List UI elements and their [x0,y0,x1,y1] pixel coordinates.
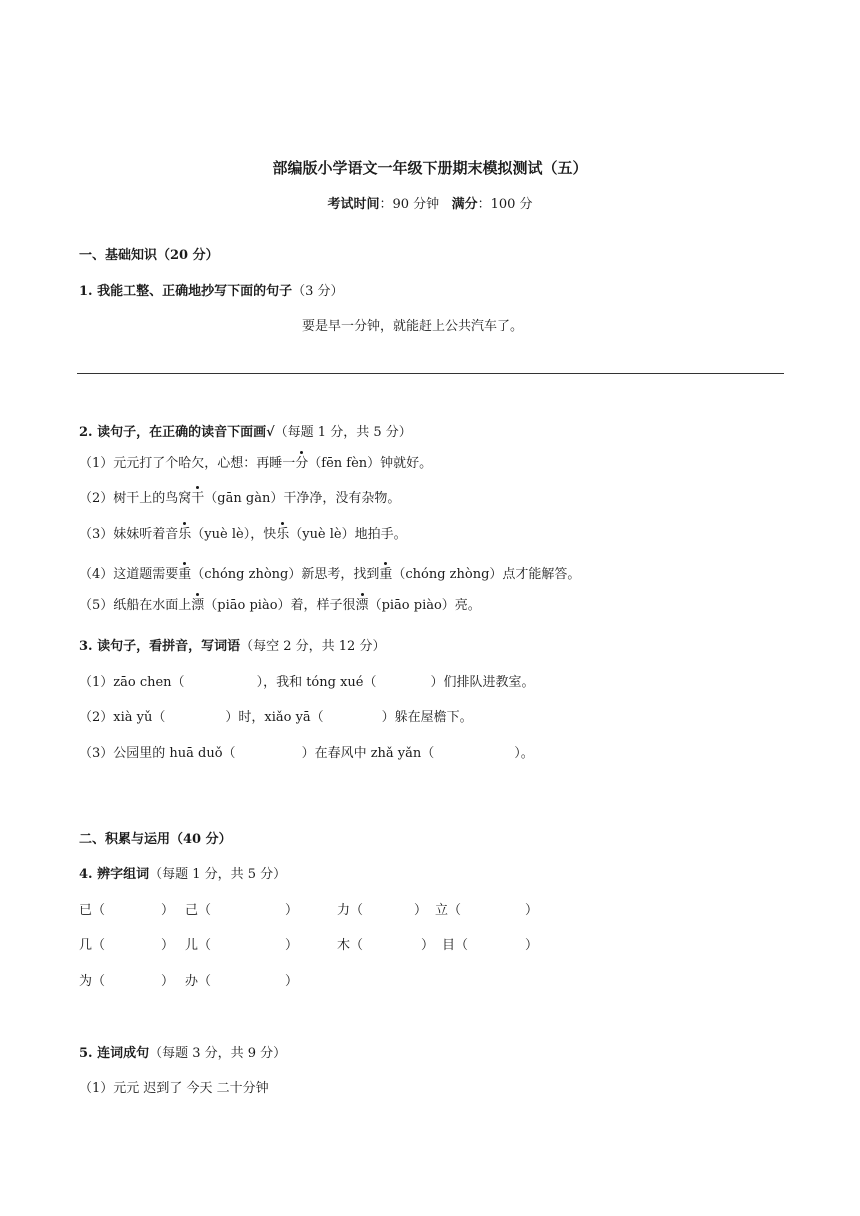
word-char: 为（ [79,974,106,989]
q2-item-text: （5）纸船在水面上 [79,598,192,613]
q2-item-text: （3）妹妹听着音 [79,527,179,542]
word-char: 儿（ [185,938,212,953]
q4-paren: ） [285,974,299,989]
q3-text: ）在春风中 zhǎ yǎn（ [301,746,435,761]
q5-points: （每题 3 分，共 9 分） [149,1046,287,1061]
q1-heading [79,283,344,301]
q2-item-text: （4）这道题需要 [79,567,179,582]
dotted-char: 漂 [191,598,205,613]
q2-item [79,526,407,544]
q3-text: （1）zāo chen（ [79,675,185,690]
q4-paren: ） [161,938,175,953]
q3-heading [79,638,385,656]
q2-item-text: （fēn fèn）钟就好。 [308,456,433,471]
writing-line [77,373,784,374]
q2-item-text: （yuè lè）地拍手。 [289,527,407,542]
dotted-char: 干 [191,491,205,506]
q2-title: 2. 读句子，在正确的读音下面画√ [79,425,275,440]
q5-heading [79,1045,286,1063]
q4-paren: ） [525,903,539,918]
dotted-char: 乐 [178,527,192,542]
section-2-title: 二、积累与运用（40 分） [79,832,232,847]
dotted-char: 重 [379,567,393,582]
q2-item [79,566,580,584]
q2-item [79,455,432,473]
q2-item [79,597,481,615]
q4-paren: ） [285,938,299,953]
word-char: 目（ [442,938,469,953]
q2-item-text: （yuè lè），快 [191,527,277,542]
q4-row [79,902,105,920]
q2-item-text: （gān gàn）干净净，没有杂物。 [204,491,401,506]
page-title: 部编版小学语文一年级下册期末模拟测试（五） [272,159,588,177]
q3-text: ），我和 tóng xué（ [256,675,377,690]
word-char: 己（ [185,903,212,918]
q1-points: （3 分） [292,284,344,299]
q3-item [79,745,534,763]
q3-item [79,709,473,727]
score-label: 满分 [451,197,478,212]
q2-heading [79,424,412,442]
word-char: 已（ [79,903,106,918]
q2-item-text: （piāo piào）亮。 [368,598,481,613]
q2-item-text: （piāo piào）着，样子很 [204,598,356,613]
q4-points: （每题 1 分，共 5 分） [149,867,287,882]
q1-sentence: 要是早一分钟，就能赶上公共汽车了。 [302,319,524,334]
q3-item [79,674,535,692]
q4-paren: ） [285,903,299,918]
q3-text: （2）xià yǔ（ [79,710,166,725]
q4-title: 4. 辨字组词 [79,867,150,882]
q2-item-text: （chóng zhòng）新思考，找到 [191,567,380,582]
q4-paren: ） [161,974,175,989]
score-value: ：100 分 [477,197,533,212]
q2-item-text: （1）元元打了个哈欠，心想：再睡一 [79,456,296,471]
q3-text: ）们排队进教室。 [430,675,535,690]
dotted-char: 乐 [276,527,290,542]
time-label: 考试时间 [327,197,380,212]
q4-paren: ） [161,903,175,918]
q2-item-text: （2）树干上的鸟窝 [79,491,192,506]
q1-title: 1. 我能工整、正确地抄写下面的句子 [79,284,293,299]
q4-paren: ） [525,938,539,953]
word-char: 几（ [79,938,106,953]
dotted-char: 重 [178,567,192,582]
q5-item: （1）元元 迟到了 今天 二十分钟 [79,1081,269,1096]
q3-text: ）。 [514,746,534,761]
word-char: 力（ [337,903,364,918]
q3-text: （3）公园里的 huā duǒ（ [79,746,236,761]
q4-heading [79,866,286,884]
q3-points: （每空 2 分，共 12 分） [240,639,386,654]
q2-points: （每题 1 分，共 5 分） [274,425,412,440]
q3-text: ）时，xiǎo yā（ [225,710,324,725]
q3-text: ）躲在屋檐下。 [381,710,473,725]
section-1-title: 一、基础知识（20 分） [79,248,219,263]
q3-title: 3. 读句子，看拼音，写词语 [79,639,241,654]
word-char: 办（ [185,974,212,989]
word-char: 立（ [435,903,462,918]
q4-paren: ） [421,938,435,953]
q2-item [79,490,400,508]
q5-title: 5. 连词成句 [79,1046,150,1061]
dotted-char: 漂 [355,598,369,613]
dotted-char: 分 [295,456,309,471]
q2-item-text: （chóng zhòng）点才能解答。 [392,567,581,582]
exam-info [0,196,860,214]
time-value: ：90 分钟 [379,197,440,212]
q4-paren: ） [414,903,428,918]
word-char: 木（ [337,938,364,953]
